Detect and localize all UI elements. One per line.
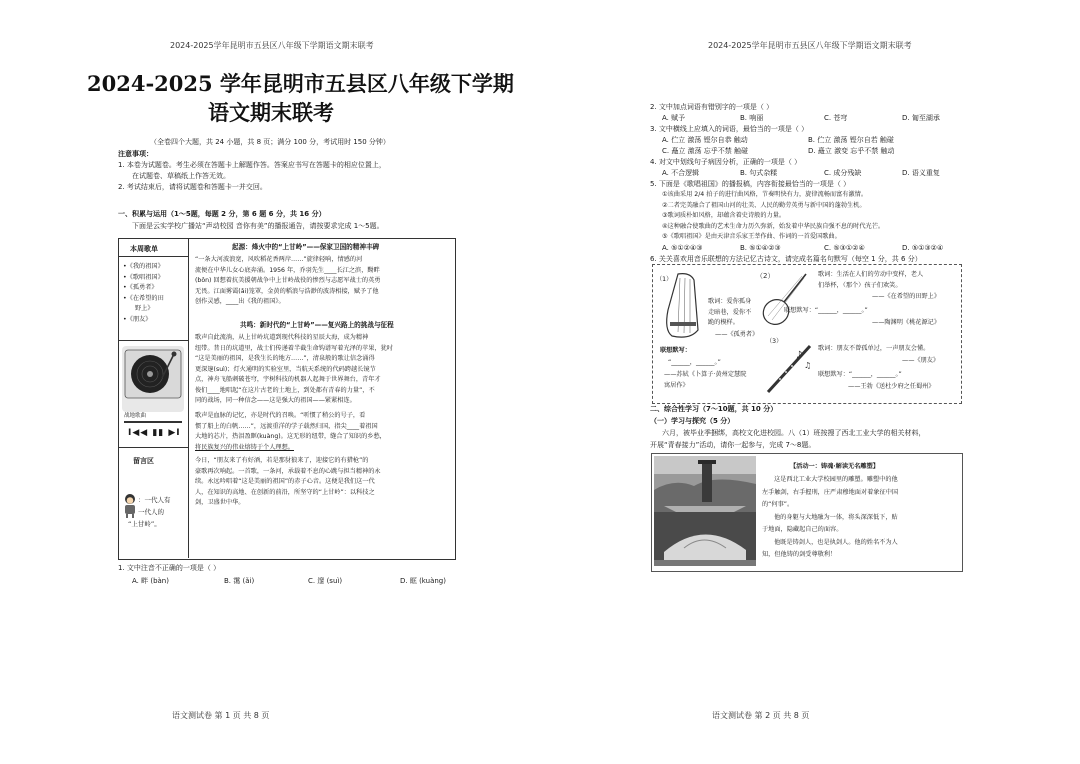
song-item[interactable]: •《歌唱祖国》 — [123, 273, 164, 281]
lyric1-link-label: 联想默写： — [660, 347, 691, 354]
page2-footer: 语文测试卷 第 2 页 共 8 页 — [712, 711, 810, 720]
lyric2-source: ——《在希望的田野上》 — [872, 293, 941, 300]
sub1-title: （一）学习与探究（5 分） — [650, 417, 735, 425]
option-c[interactable]: C. ⑤③①②④ — [824, 244, 865, 252]
para-today: 今日，“朋友来了有好酒，若是那豺狼来了，迎接它的有猎枪”的 豪歌再次响起。一首歌，一条河，承载着不息的心跳与担当精神的永 续。永远吟唱着“这是美丽的祖国”的赤子心音。这便是我们这一代 人，在知识的高地、在创新的前沿，所坚守的“上甘岭”：以科技之 剑，卫盛世中华。 — [195, 457, 381, 506]
activity-title: 【活动一：铸魂·解读无名雕塑】 — [790, 463, 879, 470]
question-2-options — [662, 113, 962, 124]
page1-footer: 语文测试卷 第 1 页 共 8 页 — [172, 711, 270, 720]
song-item[interactable]: •《朋友》 — [123, 315, 152, 323]
heading-resonance: 共鸣：新时代的“上甘岭”——复兴路上的挑战与征程 — [240, 321, 394, 329]
question-5-options — [662, 243, 962, 254]
sub1-text-b: 开展“青春接力”活动，请你一起参与，完成 7～8题。 — [650, 441, 816, 449]
progress-bar[interactable] — [124, 421, 182, 423]
option-d[interactable]: D. 匍至湖承 — [902, 114, 940, 122]
sidebar-divider — [119, 447, 188, 448]
section1-title: 一、积累与运用（1～5题，每题 2 分，第 6 题 6 分，共 16 分） — [118, 210, 326, 218]
option-a[interactable]: A. 伫立 激荡 铿尔自恭 触动 — [662, 136, 748, 144]
sidebar-divider — [119, 256, 188, 257]
song-item-cont: 野上》 — [135, 305, 154, 312]
song-list — [123, 262, 187, 325]
option-a[interactable]: A. ⑤①②④③ — [662, 244, 703, 252]
flute-icon — [760, 338, 820, 396]
para-resonance: 歌声自此流淌，从上甘岭坑道到现代科技的星辰大海，成为精神 纽带。昔日的坑道里，战士们传递着半截生命钩谱写着光泽的苹果，犹吋 “这是美丽的祖国，是我生长的地方……”，清泉般的歌让信念涌得 更深邃(suì)；灯火通明的实验室里，当航天系统的代码跨越长镜节 点，神舟飞船刺破苍穹，宇树科技的机器人起舞于世界舞台，青年才 俊们____地唱起“在这片古老的土地上，到处都有青春的力量”，不 同的战场，同一种信念——这是强大的祖国——紧紧相连。 — [195, 334, 393, 404]
sidebar-title: 本周歌单 — [130, 245, 158, 253]
option-d[interactable]: D. 语义重复 — [902, 169, 940, 177]
song-item[interactable]: •《我的祖国》 — [123, 263, 164, 270]
section1-intro: 下面是云实学校广播站“声动校园 音你有美”的播报通告，请按要求完成 1～5题。 — [132, 222, 384, 230]
option-d[interactable]: D. 眶 (kuàng) — [400, 577, 446, 585]
lyric3-source: ——《朋友》 — [902, 357, 940, 364]
question-4: 4. 对文中划线句子病因分析，正确的一项是（ ） — [650, 158, 802, 166]
para-origin: “一条大河波浪宽，风吹稻花香两岸……”旋律轻响，情感的河 流便在中华儿女心底奔涌。1956 年，乔羽先生____长江之滨，黝畔 (bǒn) 回想着抗美援朝战争中上甘岭战役的惨烈与志愿军战士的英勇 无畏。江面雾霭(ǎi)笼罩，金黄的稻浪与浩渺的波涛相接，赋予了他 创作灵感，____出《我的祖国》。 — [195, 256, 381, 305]
question-6: 6. 关关喜欢用音乐联想的方法记忆古诗文，请完成名篇名句默写（每空 1 分，共 6 分） — [650, 255, 922, 263]
question-3-options-row1 — [662, 135, 962, 146]
option-c[interactable]: C. 苍穹 — [824, 114, 848, 122]
sub1-text-a: 六月，被毕业季捆绑，高校文化进校园。八（1）班按搜了西北工业大学的相关材料， — [662, 429, 926, 437]
page1-title-line1: 2024-2025 学年昆明市五县区八年级下学期 — [87, 71, 514, 96]
song-item[interactable]: •《在希望的田 — [123, 294, 164, 302]
option-b[interactable]: B. 句式杂糅 — [740, 169, 778, 177]
underlined-sentence: 将民族复兴的伟业熔铸于个人理想。 — [195, 443, 294, 451]
lyric3-answer-blanks[interactable]: 联想默写：“______，______。” — [818, 371, 902, 378]
song-item[interactable]: •《孤勇者》 — [123, 284, 158, 291]
question-3: 3. 文中横线上应填入的词语，最恰当的一项是（ ） — [650, 125, 809, 133]
question-2: 2. 文中加点词语有错别字的一项是（ ） — [650, 103, 774, 111]
option-a[interactable]: A. 赋予 — [662, 114, 686, 122]
lyric2-text: 歌词：生活在人们的劳动中变样，老人 们举杯，（那个）孩子们欢笑。 — [818, 271, 924, 289]
svg-text:♪: ♪ — [796, 350, 803, 361]
lyric3-answer-source: ——王勃《送杜少府之任蜀州》 — [848, 383, 935, 390]
page2-header: 2024-2025学年昆明市五县区八年级下学期语文期末联考 — [708, 41, 912, 50]
para-memory: 歌声是血脉的记忆，亦是时代的召唤。“听惯了稍公的号子，看 惯了船上的白帆……”，远渡重洋的学子载然归国，指尖____着祖国 大地的芯片，热泪盈眶(kuàng)。这无形的纽带，缝合了知识的乡愁， 将民族复兴的伟业熔铸于个人理想。 — [195, 411, 451, 453]
notice-1a: 1. 本卷为试题卷。考生必须在答题卡上解题作答。答案应书写在答题卡的相应位置上， — [118, 161, 386, 169]
notice-title: 注意事项： — [118, 150, 153, 158]
lyric3-number: （3） — [766, 338, 783, 345]
page1-header: 2024-2025学年昆明市五县区八年级下学期语文期末联考 — [170, 41, 374, 50]
message-area-title: 留言区 — [133, 457, 154, 465]
lyric3-text: 歌词：朋友不曾孤单过，一声朋友会懂。 — [818, 345, 930, 352]
option-c[interactable]: C. 矗立 激荡 忘乎不禁 触碰 — [662, 147, 749, 155]
question-1-options — [132, 576, 452, 587]
option-d[interactable]: D. 矗立 激变 忘乎不禁 触动 — [808, 147, 895, 155]
option-b[interactable]: B. 霭 (ǎi) — [224, 577, 255, 585]
section2-title: 二、综合性学习（7～10题，共 10 分） — [650, 405, 778, 413]
pipa-icon — [756, 268, 812, 328]
svg-text:♫: ♫ — [804, 361, 812, 370]
question-1: 1. 文中注音不正确的一项是（ ） — [118, 564, 221, 572]
lyric1-answer-blanks[interactable]: “______，______。” — [668, 359, 721, 366]
svg-text:（2）: （2） — [756, 272, 775, 280]
guzheng-icon — [660, 270, 708, 342]
lyric2-answer-blanks[interactable]: 联想默写：“______，______。” — [784, 307, 868, 314]
notice-2: 2. 考试结束后，请将试题卷和答题卡一并交回。 — [118, 183, 267, 191]
sculpture-photo — [654, 456, 756, 566]
record-player-icon — [122, 346, 184, 412]
option-d[interactable]: D. ⑤①③②④ — [902, 244, 944, 252]
activity-text: 这是西北工业大学校园里的雕塑。雕塑中的他 左手触剑，右手握刑，庄严肃穆地面对着象征中国 的“何事”。 他的身躯与大地融为一体，将头深深低下，贴 于地面，隐藏起自己的面容。 他既是铸剑人，也是执剑人。他的姓名不为人 知，但他铸的剑受尊敬利！ — [762, 476, 899, 558]
option-b[interactable]: B. ⑤①④②③ — [740, 244, 781, 252]
notice-1b: 在试题卷、草稿纸上作答无效。 — [132, 172, 230, 180]
lyric1-answer-source: ——苏轼《卜算子·黄州定慧院寓居作》 — [664, 371, 747, 389]
message-text: ：一代人有 一代人的 “上甘岭”。 — [128, 496, 171, 528]
lyric1-number: （1） — [656, 276, 673, 283]
lyric1-text: 歌词：爱你孤身 走暗巷，爱你不 跪的模样。 — [708, 298, 752, 326]
option-a[interactable]: A. 不合逻辑 — [662, 169, 700, 177]
lyric2-answer-source: ——陶渊明《桃花源记》 — [872, 319, 941, 326]
question-4-options — [662, 168, 962, 179]
heading-origin: 起源：烽火中的“上甘岭”——保家卫国的精神丰碑 — [232, 243, 380, 251]
question-5-items: ①该曲采用 2/4 拍子的进行曲风格，节奏明快有力，旋律流畅而富有激情。 ②二者完美融合了祖国山河的壮美、人民的勤劳英勇与新中国的蓬勃生机。 ③歌词质朴如风格，却蕴含着史诗般的力量。 ④这种融合使歌曲的艺术生命力历久弥新，始发着中华民族自强不息的时代光芒。 ⑤《歌唱祖国》是由天津音乐家王莘作曲、作词的一首爱国歌曲。 — [662, 191, 885, 240]
student-avatar-icon — [121, 492, 139, 518]
option-a[interactable]: A. 畔 (bàn) — [132, 577, 169, 585]
player-caption: 战地歌曲 — [124, 413, 147, 419]
exam-info: （全卷四个大题，共 24 小题，共 8 页；满分 100 分，考试用时 150 分钟） — [150, 138, 390, 146]
lyric1-source: ——《孤勇者》 — [715, 331, 759, 338]
question-3-options-row2 — [662, 146, 962, 157]
player-controls[interactable]: I◀◀ ▮▮ ▶I — [128, 428, 181, 438]
option-b[interactable]: B. 响丽 — [740, 114, 764, 122]
page1-title-line2: 语文期末联考 — [208, 100, 334, 125]
option-b[interactable]: B. 伫立 激荡 铿尔自若 触碰 — [808, 136, 894, 144]
option-c[interactable]: C. 邃 (suì) — [308, 577, 343, 585]
question-5: 5. 下面是《歌唱祖国》的播报稿，内容衔接最恰当的一项是（ ） — [650, 180, 851, 188]
option-c[interactable]: C. 成分残缺 — [824, 169, 862, 177]
sidebar-divider — [119, 340, 188, 341]
